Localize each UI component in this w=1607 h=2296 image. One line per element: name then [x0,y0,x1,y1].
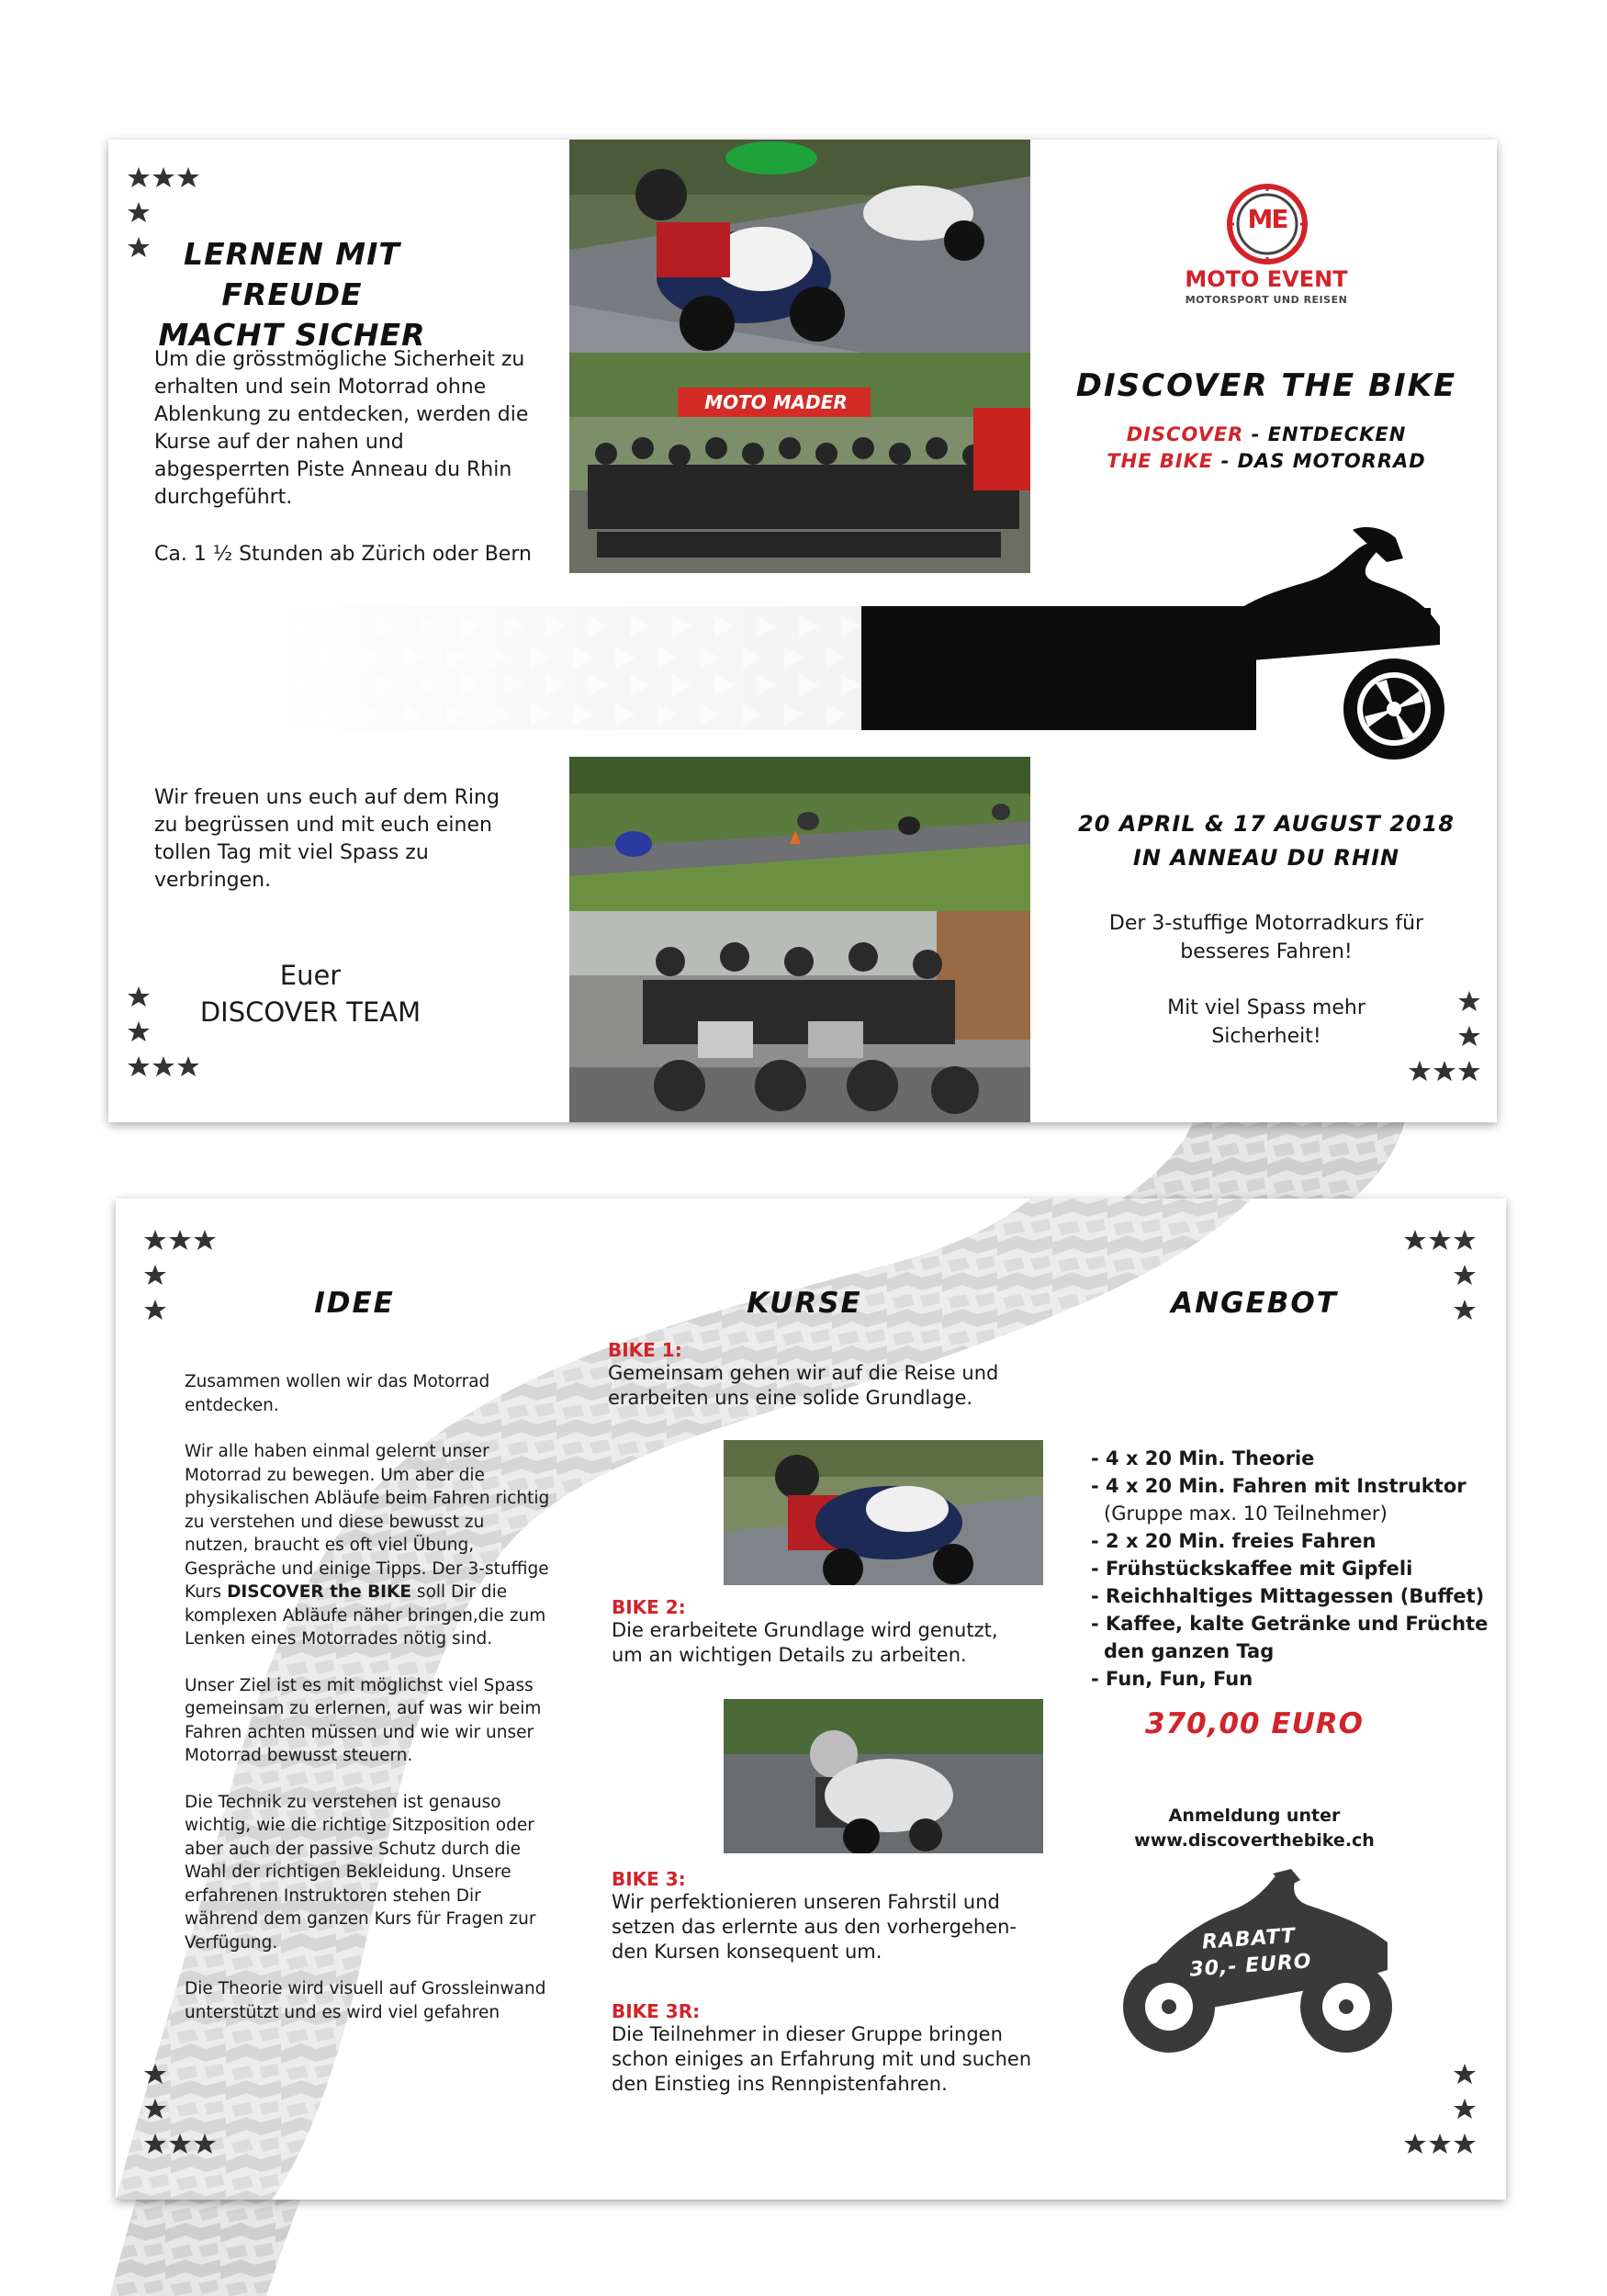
event-location: IN ANNEAU DU RHIN [1132,845,1400,871]
subtitle-line-1 [1036,422,1497,448]
stars-back-top-left [143,1228,217,1338]
offer-item: - Frühstückskaffee mit Gipfeli [1091,1558,1413,1580]
star-icon [144,2133,166,2154]
bike3-text: Wir perfektionieren unseren Fahrstil und setzen das erlernte aus den vorhergehen-den Kursen konsequent um. [612,1891,1017,1963]
star-icon [128,202,150,222]
offer-item: - 4 x 20 Min. Theorie [1091,1447,1315,1469]
discover-the-bike-title: DISCOVER THE BIKE [1075,367,1457,404]
star-icon [1429,2133,1451,2154]
discount-line-1: RABATT [1201,1924,1297,1954]
photo-riders-waving [569,911,1030,1122]
star-icon [1458,991,1480,1011]
offer-item: - 2 x 20 Min. freies Fahren [1091,1530,1377,1552]
idee-paragraph-2 [185,1440,552,1651]
star-icon [1454,2064,1476,2084]
photo-group [569,353,1030,573]
star-icon [128,1056,150,1076]
course-text: Der 3-stuffige Motorradkurs für besseres Fahren! [1108,912,1424,963]
photo-racing-bikes [569,140,1030,353]
idee-p2-before: Wir alle haben einmal gelernt unser Motorrad zu bewegen. Um aber die physikalischen Abläufe beim Fahren richtig zu verstehen und diese bewusst zu nutzen, braucht es oft viel Übung, Gespräche und einige Tipps. Der 3-stuffige Kurs [185,1442,550,1602]
star-icon [152,167,174,187]
star-icon [128,167,150,187]
idee-title: IDEE [314,1287,395,1320]
motorcycle-silhouette-icon [1183,525,1477,764]
star-icon [177,167,199,187]
registration-url: www.discoverthebike.ch [1134,1830,1375,1851]
offer-list [1091,1445,1495,1693]
event-dates: 20 APRIL & 17 AUGUST 2018 [1078,811,1455,837]
photo-track-riders [569,757,1030,911]
offer-item: - Fun, Fun, Fun [1091,1668,1253,1690]
price: 370,00 EURO [1145,1707,1364,1740]
star-icon [1454,2133,1476,2154]
angebot-title: ANGEBOT [1171,1287,1338,1320]
back-sheet [116,1199,1506,2200]
welcome-paragraph: Wir freuen uns euch auf dem Ring zu begrüssen und mit euch einen tollen Tag mit viel Spass zu verbringen. [154,786,500,892]
star-icon [1433,1061,1455,1081]
subtitle-red-1: DISCOVER [1126,423,1244,445]
star-icon [1404,1230,1426,1250]
star-icon [194,2133,216,2154]
star-icon [1404,2133,1426,2154]
idee-p2-bold: DISCOVER the BIKE [227,1582,412,1602]
signature [173,957,448,1030]
stars-bottom-right [1408,989,1481,1099]
star-icon [1454,1265,1476,1285]
bike3r-text: Die Teilnehmer in dieser Gruppe bringen schon einiges an Erfahrung mit und suchen den Einstieg ins Rennpistenfahren. [612,2023,1032,2095]
star-icon [1409,1061,1431,1081]
star-icon [1458,1026,1480,1046]
offer-item: - Kaffee, kalte Getränke und Früchte [1091,1613,1489,1635]
subtitle-black-1: - ENTDECKEN [1243,423,1407,445]
star-icon [169,2133,191,2154]
star-icon [1429,1230,1451,1250]
fun-text: Mit viel Spass mehr Sicherheit! [1167,996,1365,1048]
star-icon [152,1056,174,1076]
signature-line-2: DISCOVER TEAM [199,996,421,1028]
bike3-label: BIKE 3: [612,1868,686,1890]
stars-back-bottom-left [143,2062,217,2172]
idee-paragraph-4: Die Technik zu verstehen ist genauso wichtig, wie die richtige Sitzposition oder aber auch der passive Schutz durch die Wahl der richtigen Bekleidung. Unsere erfahrenen Instruktoren stehen Dir während dem ganzen Kurs für Fragen zur Verfügung. [185,1792,536,1953]
front-left-headline [154,234,430,355]
headline-line-2: MACHT SICHER [158,317,426,353]
star-icon [1458,1061,1480,1081]
stars-back-top-right [1403,1228,1477,1338]
idee-paragraph-5: Die Theorie wird visuell auf Grossleinwand unterstützt und es wird viel gefahren [185,1979,546,2022]
star-icon [194,1230,216,1250]
bike2-label: BIKE 2: [612,1596,686,1618]
star-icon [1454,1230,1476,1250]
front-sheet [108,140,1497,1122]
photo-bike2-rider [724,1699,1043,1853]
star-icon [177,1056,199,1076]
offer-item: - Reichhaltiges Mittagessen (Buffet) [1091,1585,1485,1607]
star-icon [128,1021,150,1041]
star-icon [1454,1300,1476,1320]
logo-subtitle: MOTORSPORT UND REISEN [1185,294,1348,306]
travel-time: Ca. 1 ½ Stunden ab Zürich oder Bern [154,543,532,566]
bike1-label: BIKE 1: [608,1339,682,1361]
subtitle-line-2 [1036,448,1497,475]
discount-line-2: 30,- EURO [1188,1950,1313,1982]
star-icon [1454,2099,1476,2119]
bike2-text: Die erarbeitete Grundlage wird genutzt, um an wichtigen Details zu arbeiten. [612,1619,998,1666]
stars-bottom-left [127,985,200,1095]
offer-item-note: (Gruppe max. 10 Teilnehmer) [1104,1503,1388,1525]
registration-label: Anmeldung unter [1168,1806,1341,1826]
star-icon [144,2099,166,2119]
idee-p2-after: soll Dir die komplexen Abläufe näher bringen,die zum Lenken eines Motorrades nötig sind. [185,1582,546,1649]
stars-back-bottom-right [1403,2062,1477,2172]
banner-text: MOTO MADER [704,391,848,413]
kurse-title: KURSE [747,1287,862,1320]
bike1-text: Gemeinsam gehen wir auf die Reise und erarbeiten uns eine solide Grundlage. [608,1362,999,1409]
photo-bike1-rider [724,1440,1043,1585]
headline-line-1: LERNEN MIT FREUDE [184,236,400,312]
star-icon [144,2064,166,2084]
subtitle-red-2: THE BIKE [1107,450,1214,472]
idee-paragraph-3: Unser Ziel ist es mit möglichst viel Spass gemeinsam zu erlernen, auf was wir beim Fahren achten müssen und wie wir unser Motorrad bewusst steuern. [185,1675,542,1765]
intro-paragraph: Um die grösstmögliche Sicherheit zu erhalten und sein Motorrad ohne Ablenkung zu entdecken, werden die Kurse auf der nahen und abgesperrten Piste Anneau du Rhin durchgeführt. [154,348,529,509]
star-icon [144,1265,166,1285]
idee-text [185,1370,552,2024]
logo-monogram: ME [1247,204,1287,234]
star-icon [144,1230,166,1250]
bike3r-label: BIKE 3R: [612,2000,701,2022]
logo-title: MOTO EVENT [1185,266,1348,292]
offer-item-continued: den ganzen Tag [1104,1640,1275,1662]
idee-paragraph-1: Zusammen wollen wir das Motorrad entdecken. [185,1372,490,1415]
offer-item: - 4 x 20 Min. Fahren mit Instruktor [1091,1475,1467,1497]
subtitle-black-2: - DAS MOTORRAD [1213,450,1426,472]
signature-line-1: Euer [279,960,342,991]
star-icon [128,986,150,1007]
star-icon [144,1300,166,1320]
star-icon [128,237,150,257]
discover-subtitle [1036,422,1497,475]
star-icon [169,1230,191,1250]
